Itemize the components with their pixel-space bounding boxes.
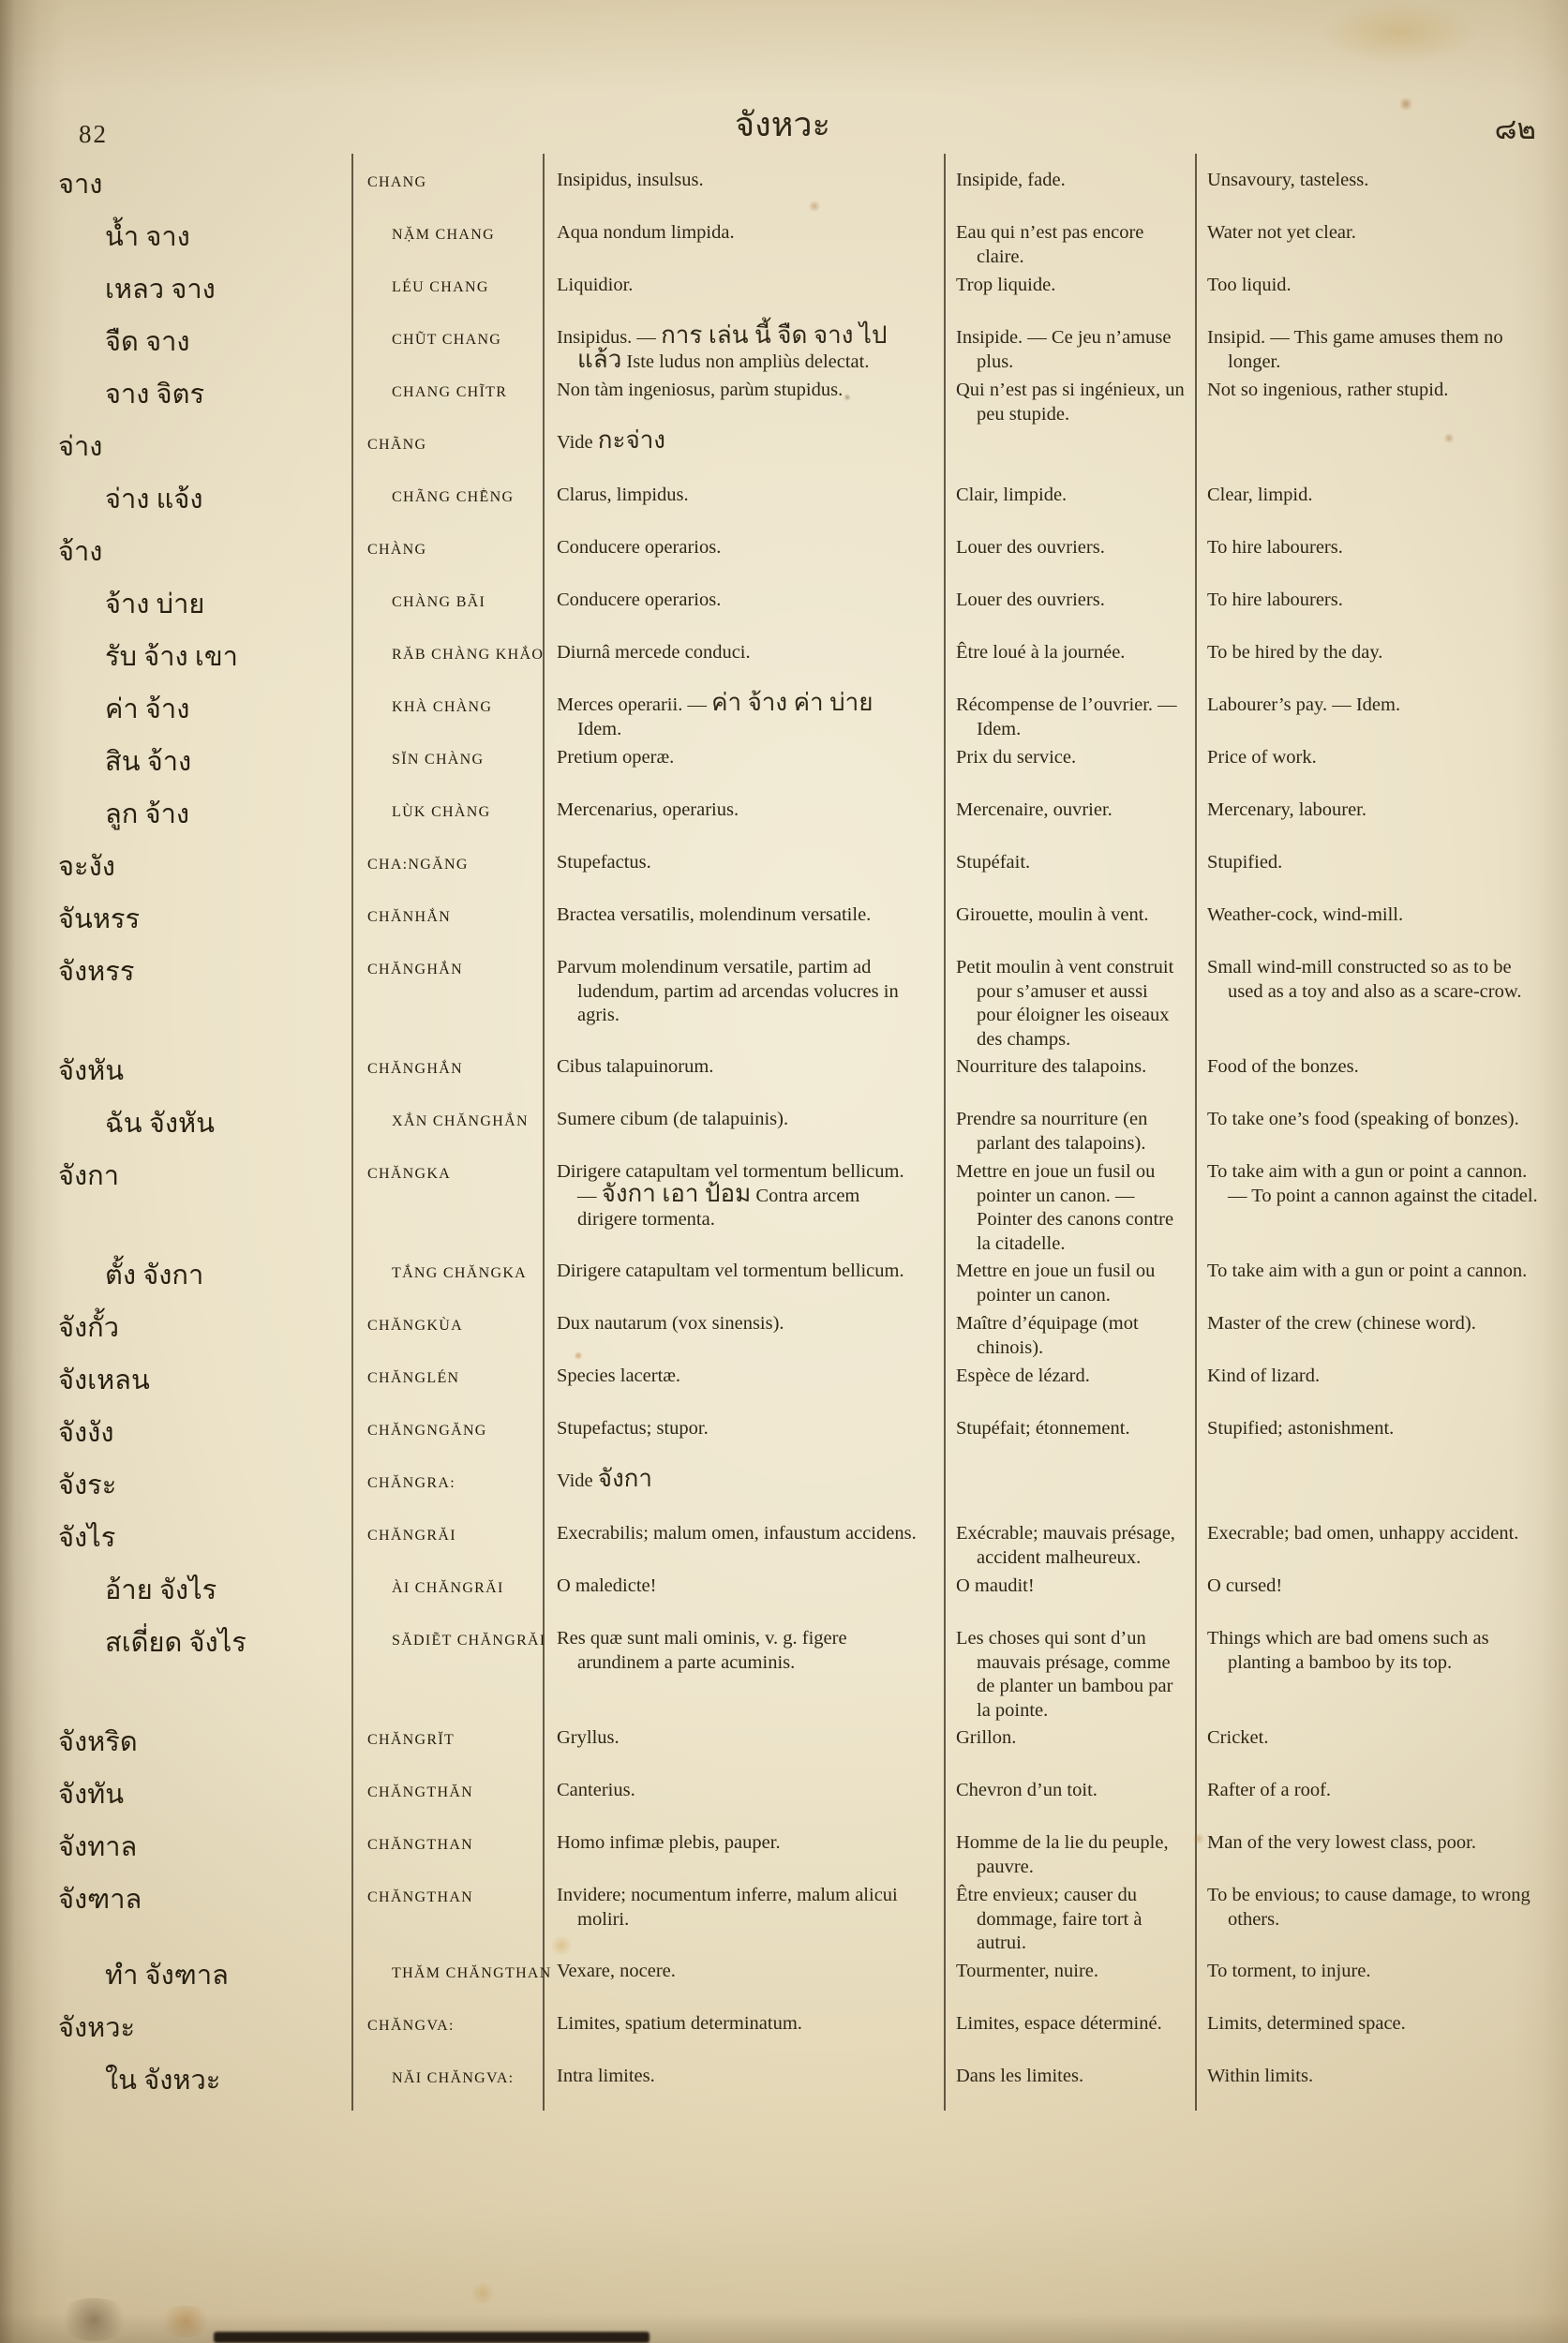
paper-stain xyxy=(469,2283,497,2304)
latin-definition: Pretium operæ. xyxy=(557,747,675,768)
thai-word: จังระ xyxy=(58,1470,117,1500)
french-definition xyxy=(944,1470,1195,1473)
transliteration: KHÀ CHÀNG xyxy=(392,699,493,715)
english-definition: Insipid. — This game amuses them no longer. xyxy=(1207,327,1503,372)
english-definition: Mercenary, labourer. xyxy=(1207,799,1366,820)
french-definition: Dans les limites. xyxy=(956,2065,1084,2086)
french-definition: Stupéfait. xyxy=(956,852,1031,873)
thai-inline-phrase: กะจ่าง xyxy=(597,426,665,454)
thai-word: จังไร xyxy=(58,1523,116,1553)
french-definition: Récompense de l’ouvrier. — Idem. xyxy=(956,694,1177,739)
transliteration: LÙK CHÀNG xyxy=(392,804,491,820)
latin-definition: Parvum molendinum versatile, partim ad ludendum, partim ad arcendas volucres in agris. xyxy=(557,957,899,1025)
thai-word: จังเหลน xyxy=(58,1366,150,1395)
dictionary-entry-row xyxy=(0,1960,1561,2012)
transliteration: CHĂNGRA: xyxy=(367,1475,455,1491)
latin-definition: Execrabilis; malum omen, infaustum accidens. xyxy=(557,1523,917,1544)
latin-definition: Conducere operarios. xyxy=(557,589,722,610)
dictionary-entry-row xyxy=(0,851,1561,903)
transliteration: CHĂNGLÉN xyxy=(367,1370,460,1386)
transliteration: ÀI CHĂNGRĂI xyxy=(392,1580,504,1596)
thai-word: จังหริด xyxy=(58,1727,138,1757)
transliteration: CHŨT CHANG xyxy=(392,332,502,348)
thai-word: จ้าง บ่าย xyxy=(105,589,205,619)
english-definition: Stupified; astonishment. xyxy=(1207,1418,1395,1439)
french-definition: Prendre sa nourriture (en parlant des talapoins). xyxy=(956,1109,1148,1154)
latin-definition: Limites, spatium determinatum. xyxy=(557,2012,802,2034)
thai-word: จันหรร xyxy=(58,904,141,934)
transliteration: CHA:NGĂNG xyxy=(367,857,469,873)
latin-definition: Dirigere catapultam vel tormentum bellicum. xyxy=(557,1261,904,1281)
dictionary-entry-row xyxy=(0,169,1561,221)
thai-word: จังหัน xyxy=(58,1056,125,1086)
thai-word: จังทาล xyxy=(58,1832,138,1862)
english-definition: Cricket. xyxy=(1207,1727,1269,1748)
thai-word: จาง xyxy=(58,170,103,200)
thai-word: จาง จิตร xyxy=(105,380,205,410)
latin-definition: Species lacertæ. xyxy=(557,1366,681,1386)
dictionary-entry-row xyxy=(0,956,1561,1055)
latin-definition: Mercenarius, operarius. xyxy=(557,799,739,820)
dictionary-entry-row xyxy=(0,1522,1561,1574)
thai-word: จังกั้ว xyxy=(58,1313,119,1343)
english-definition: To be hired by the day. xyxy=(1207,642,1383,663)
french-definition: Maître d’équipage (mot chinois). xyxy=(956,1313,1139,1358)
french-definition: Trop liquide. xyxy=(956,275,1056,295)
thai-word: จังกา xyxy=(58,1161,119,1191)
dictionary-entry-row xyxy=(0,221,1561,274)
thai-word: สิน จ้าง xyxy=(105,747,192,777)
thai-word: สเดี่ยด จังไร xyxy=(105,1628,246,1658)
thai-word: น้ำ จาง xyxy=(105,222,190,252)
page-bottom-edge xyxy=(214,2332,650,2343)
french-definition: Nourriture des talapoins. xyxy=(956,1056,1147,1077)
french-definition: Être loué à la journée. xyxy=(956,642,1126,663)
latin-definition: Dirigere catapultam vel tormentum bellicum. — จังกา เอา ป้อม Contra arcem dirigere tormenta. xyxy=(557,1161,904,1230)
thai-word: จังงัง xyxy=(58,1418,114,1448)
latin-definition: Vide กะจ่าง xyxy=(557,426,665,454)
latin-definition: Liquidior. xyxy=(557,275,634,295)
english-definition: Food of the bonzes. xyxy=(1207,1056,1359,1077)
dictionary-entry-row xyxy=(0,536,1561,589)
dictionary-entry-row xyxy=(0,2012,1561,2065)
latin-definition: Intra limites. xyxy=(557,2065,655,2086)
dictionary-entry-row xyxy=(0,1884,1561,1960)
thai-word: ทำ จังฑาล xyxy=(105,1960,229,1991)
transliteration: SĬN CHÀNG xyxy=(392,752,485,768)
english-definition: Too liquid. xyxy=(1207,275,1292,295)
dictionary-entry-row xyxy=(0,321,1561,379)
dictionary-entry-row xyxy=(0,2065,1561,2117)
transliteration: NẶM CHANG xyxy=(392,227,495,243)
latin-definition: Clarus, limpidus. xyxy=(557,485,689,505)
french-definition: Espèce de lézard. xyxy=(956,1366,1090,1386)
entries-list xyxy=(0,169,1561,2117)
thai-word: ตั้ง จังกา xyxy=(105,1261,204,1291)
transliteration: LÉU CHANG xyxy=(392,279,489,295)
dictionary-entry-row xyxy=(0,274,1561,326)
english-definition: Labourer’s pay. — Idem. xyxy=(1207,694,1401,715)
latin-definition: Insipidus. — การ เล่น นี้ จืด จาง ไป แล้ว Iste ludus non ampliùs delectat. xyxy=(557,321,888,373)
french-definition: Girouette, moulin à vent. xyxy=(956,904,1149,925)
latin-definition: Aqua nondum limpida. xyxy=(557,222,735,243)
transliteration: TẮNG CHĂNGKA xyxy=(392,1265,528,1281)
thai-word: จ่าง xyxy=(58,432,103,462)
latin-definition: Dux nautarum (vox sinensis). xyxy=(557,1313,784,1334)
dictionary-entry-row xyxy=(0,1831,1561,1884)
thai-word: จังทัน xyxy=(58,1780,125,1810)
thai-word: จังหรร xyxy=(58,957,135,987)
french-definition: Qui n’est pas si ingénieux, un peu stupide. xyxy=(956,380,1185,425)
english-definition: O cursed! xyxy=(1207,1575,1283,1596)
english-definition: Execrable; bad omen, unhappy accident. xyxy=(1207,1523,1519,1544)
transliteration: CHĂNGNGĂNG xyxy=(367,1423,487,1439)
page-title: จังหวะ xyxy=(735,106,830,143)
transliteration: SĂDIẼT CHĂNGRĂI xyxy=(392,1633,546,1649)
dictionary-entry-row xyxy=(0,1312,1561,1365)
thai-word: รับ จ้าง เขา xyxy=(105,642,238,672)
french-definition: Eau qui n’est pas encore claire. xyxy=(956,222,1144,267)
french-definition: Être envieux; causer du dommage, faire tort à autrui. xyxy=(956,1885,1142,1953)
transliteration: CHÀNG xyxy=(367,542,427,558)
french-definition: Louer des ouvriers. xyxy=(956,589,1105,610)
french-definition xyxy=(944,431,1195,435)
thai-inline-phrase: การ เล่น นี้ จืด จาง ไป แล้ว xyxy=(577,321,888,373)
transliteration: RĂB CHÀNG KHẮO xyxy=(392,647,545,663)
latin-definition: Diurnâ mercede conduci. xyxy=(557,642,751,663)
thai-word: จังฑาล xyxy=(58,1885,142,1915)
latin-definition: Conducere operarios. xyxy=(557,537,722,558)
transliteration: CHĂNGHẮN xyxy=(367,1061,463,1077)
transliteration: CHĂNGRĬT xyxy=(367,1732,455,1748)
french-definition: Homme de la lie du peuple, pauvre. xyxy=(956,1832,1169,1877)
english-definition: Things which are bad omens such as planting a bamboo by its top. xyxy=(1207,1628,1489,1673)
thai-word: จะงัง xyxy=(58,852,115,882)
transliteration: THĂM CHĂNGTHAN xyxy=(392,1964,552,1981)
transliteration: XẮN CHĂNGHẮN xyxy=(392,1113,529,1129)
english-definition xyxy=(1195,431,1561,435)
dictionary-entry-row xyxy=(0,1160,1561,1260)
thai-word: จืด จาง xyxy=(105,327,190,357)
english-definition: To torment, to injure. xyxy=(1207,1960,1371,1981)
dictionary-entry-row xyxy=(0,426,1561,484)
dictionary-entry-row xyxy=(0,1365,1561,1417)
transliteration: CHĂNGRĂI xyxy=(367,1528,456,1544)
french-definition: Chevron d’un toit. xyxy=(956,1780,1098,1800)
french-definition: Prix du service. xyxy=(956,747,1077,768)
english-definition: Price of work. xyxy=(1207,747,1317,768)
french-definition: Mettre en joue un fusil ou pointer un canon. xyxy=(956,1261,1156,1306)
english-definition: Stupified. xyxy=(1207,852,1283,873)
french-definition: Mercenaire, ouvrier. xyxy=(956,799,1113,820)
thai-word: ค่า จ้าง xyxy=(105,694,190,724)
latin-definition: Merces operarii. — ค่า จ้าง ค่า บ่าย Idem. xyxy=(557,689,874,739)
thai-word: จ่าง แจ้ง xyxy=(105,485,203,515)
english-definition: Kind of lizard. xyxy=(1207,1366,1321,1386)
thai-word: จังหวะ xyxy=(58,2012,136,2043)
english-definition: To take aim with a gun or point a cannon. xyxy=(1207,1261,1528,1281)
latin-definition: Non tàm ingeniosus, parùm stupidus. xyxy=(557,380,844,400)
french-definition: Grillon. xyxy=(956,1727,1017,1748)
english-definition: Small wind-mill constructed so as to be used as a toy and also as a scare-crow. xyxy=(1207,957,1522,1002)
dictionary-entry-row xyxy=(0,1108,1561,1160)
latin-definition: Insipidus, insulsus. xyxy=(557,170,704,190)
thai-word: อ้าย จังไร xyxy=(105,1575,217,1605)
dictionary-entry-row xyxy=(0,484,1561,536)
french-definition: Petit moulin à vent construit pour s’amuser et aussi pour éloigner les oiseaux des champs. xyxy=(956,957,1174,1050)
french-definition: Stupéfait; étonnement. xyxy=(956,1418,1130,1439)
english-definition: Water not yet clear. xyxy=(1207,222,1356,243)
latin-definition: Homo infimæ plebis, pauper. xyxy=(557,1832,781,1853)
thai-inline-phrase: จังกา xyxy=(597,1465,653,1492)
english-definition: To take one’s food (speaking of bonzes). xyxy=(1207,1109,1519,1129)
dictionary-entry-row xyxy=(0,1779,1561,1831)
english-definition: To be envious; to cause damage, to wrong others. xyxy=(1207,1885,1531,1930)
transliteration: CHĂNHẮN xyxy=(367,909,452,925)
dictionary-entry-row xyxy=(0,1574,1561,1627)
french-definition: O maudit! xyxy=(956,1575,1035,1596)
transliteration: CHĂNGTHAN xyxy=(367,1837,474,1853)
latin-definition: Bractea versatilis, molendinum versatile. xyxy=(557,904,872,925)
english-definition: Weather-cock, wind-mill. xyxy=(1207,904,1404,925)
dictionary-entry-row xyxy=(0,1055,1561,1108)
english-definition: Unsavoury, tasteless. xyxy=(1207,170,1369,190)
paper-stain xyxy=(1320,0,1479,66)
french-definition: Exécrable; mauvais présage, accident malheureux. xyxy=(956,1523,1175,1568)
thai-word: ฉัน จังหัน xyxy=(105,1109,215,1139)
transliteration: CHĂNGVA: xyxy=(367,2017,455,2034)
transliteration: CHĂNGKA xyxy=(367,1166,452,1182)
transliteration: NĂI CHĂNGVA: xyxy=(392,2069,515,2086)
english-definition: Not so ingenious, rather stupid. xyxy=(1207,380,1449,400)
thai-word: ใน จังหวะ xyxy=(105,2065,221,2096)
french-definition: Les choses qui sont d’un mauvais présage, comme de planter un bambou par la pointe. xyxy=(956,1628,1173,1721)
french-definition: Insipide, fade. xyxy=(956,170,1066,190)
latin-definition: Stupefactus. xyxy=(557,852,651,873)
transliteration: CHĂNGHẮN xyxy=(367,962,463,977)
dictionary-entry-row xyxy=(0,1417,1561,1470)
dictionary-entry-row xyxy=(0,1627,1561,1726)
dictionary-entry-row xyxy=(0,1260,1561,1312)
transliteration: CHĂNGKÙA xyxy=(367,1318,463,1334)
english-definition xyxy=(1195,1470,1561,1473)
thai-word: เหลว จาง xyxy=(105,275,216,305)
dictionary-entry-row xyxy=(0,641,1561,694)
dictionary-entry-row xyxy=(0,746,1561,798)
dictionary-entry-row xyxy=(0,1465,1561,1522)
page-number-right-thai: ๘๒ xyxy=(1494,112,1536,145)
thai-inline-phrase: ค่า จ้าง ค่า บ่าย xyxy=(711,689,874,716)
transliteration: CHÃNG CHḔNG xyxy=(392,489,515,505)
page-number-left: 82 xyxy=(79,120,108,148)
english-definition: Master of the crew (chinese word). xyxy=(1207,1313,1476,1334)
dictionary-entry-row xyxy=(0,798,1561,851)
english-definition: To take aim with a gun or point a cannon. — To point a cannon against the citadel. xyxy=(1207,1161,1538,1206)
latin-definition: Gryllus. xyxy=(557,1727,620,1748)
dictionary-entry-row xyxy=(0,589,1561,641)
english-definition: Within limits. xyxy=(1207,2065,1314,2086)
thai-word: จ้าง xyxy=(58,537,103,567)
latin-definition: Sumere cibum (de talapuinis). xyxy=(557,1109,789,1129)
english-definition: To hire labourers. xyxy=(1207,589,1343,610)
french-definition: Insipide. — Ce jeu n’amuse plus. xyxy=(956,327,1172,372)
transliteration: CHĂNGTHĂN xyxy=(367,1784,474,1800)
french-definition: Louer des ouvriers. xyxy=(956,537,1105,558)
latin-definition: O maledicte! xyxy=(557,1575,657,1596)
transliteration: CHANG CHĨTR xyxy=(392,384,508,400)
transliteration: CHÀNG BÃI xyxy=(392,594,486,610)
thai-inline-phrase: จังกา เอา ป้อม xyxy=(601,1179,752,1207)
dictionary-entry-row xyxy=(0,1726,1561,1779)
english-definition: Limits, determined space. xyxy=(1207,2012,1406,2034)
english-definition: To hire labourers. xyxy=(1207,537,1343,558)
french-definition: Clair, limpide. xyxy=(956,485,1068,505)
english-definition: Rafter of a roof. xyxy=(1207,1780,1332,1800)
latin-definition: Stupefactus; stupor. xyxy=(557,1418,709,1439)
english-definition: Clear, limpid. xyxy=(1207,485,1313,505)
transliteration: CHĂNGTHAN xyxy=(367,1889,474,1905)
latin-definition: Vexare, nocere. xyxy=(557,1960,676,1981)
latin-definition: Vide จังกา xyxy=(557,1465,653,1492)
latin-definition: Invidere; nocumentum inferre, malum alicui moliri. xyxy=(557,1885,898,1930)
transliteration: CHÃNG xyxy=(367,437,427,453)
english-definition: Man of the very lowest class, poor. xyxy=(1207,1832,1476,1853)
dictionary-entry-row xyxy=(0,379,1561,431)
french-definition: Limites, espace déterminé. xyxy=(956,2012,1162,2034)
transliteration: CHANG xyxy=(367,174,427,190)
dictionary-entry-row xyxy=(0,689,1561,746)
latin-definition: Canterius. xyxy=(557,1780,635,1800)
latin-definition: Res quæ sunt mali ominis, v. g. figere arundinem a parte acuminis. xyxy=(557,1628,847,1673)
french-definition: Tourmenter, nuire. xyxy=(956,1960,1099,1981)
dictionary-entry-row xyxy=(0,903,1561,956)
french-definition: Mettre en joue un fusil ou pointer un canon. — Pointer des canons contre la citadelle. xyxy=(956,1161,1174,1254)
thai-word: ลูก จ้าง xyxy=(105,799,190,829)
latin-definition: Cibus talapuinorum. xyxy=(557,1056,714,1077)
